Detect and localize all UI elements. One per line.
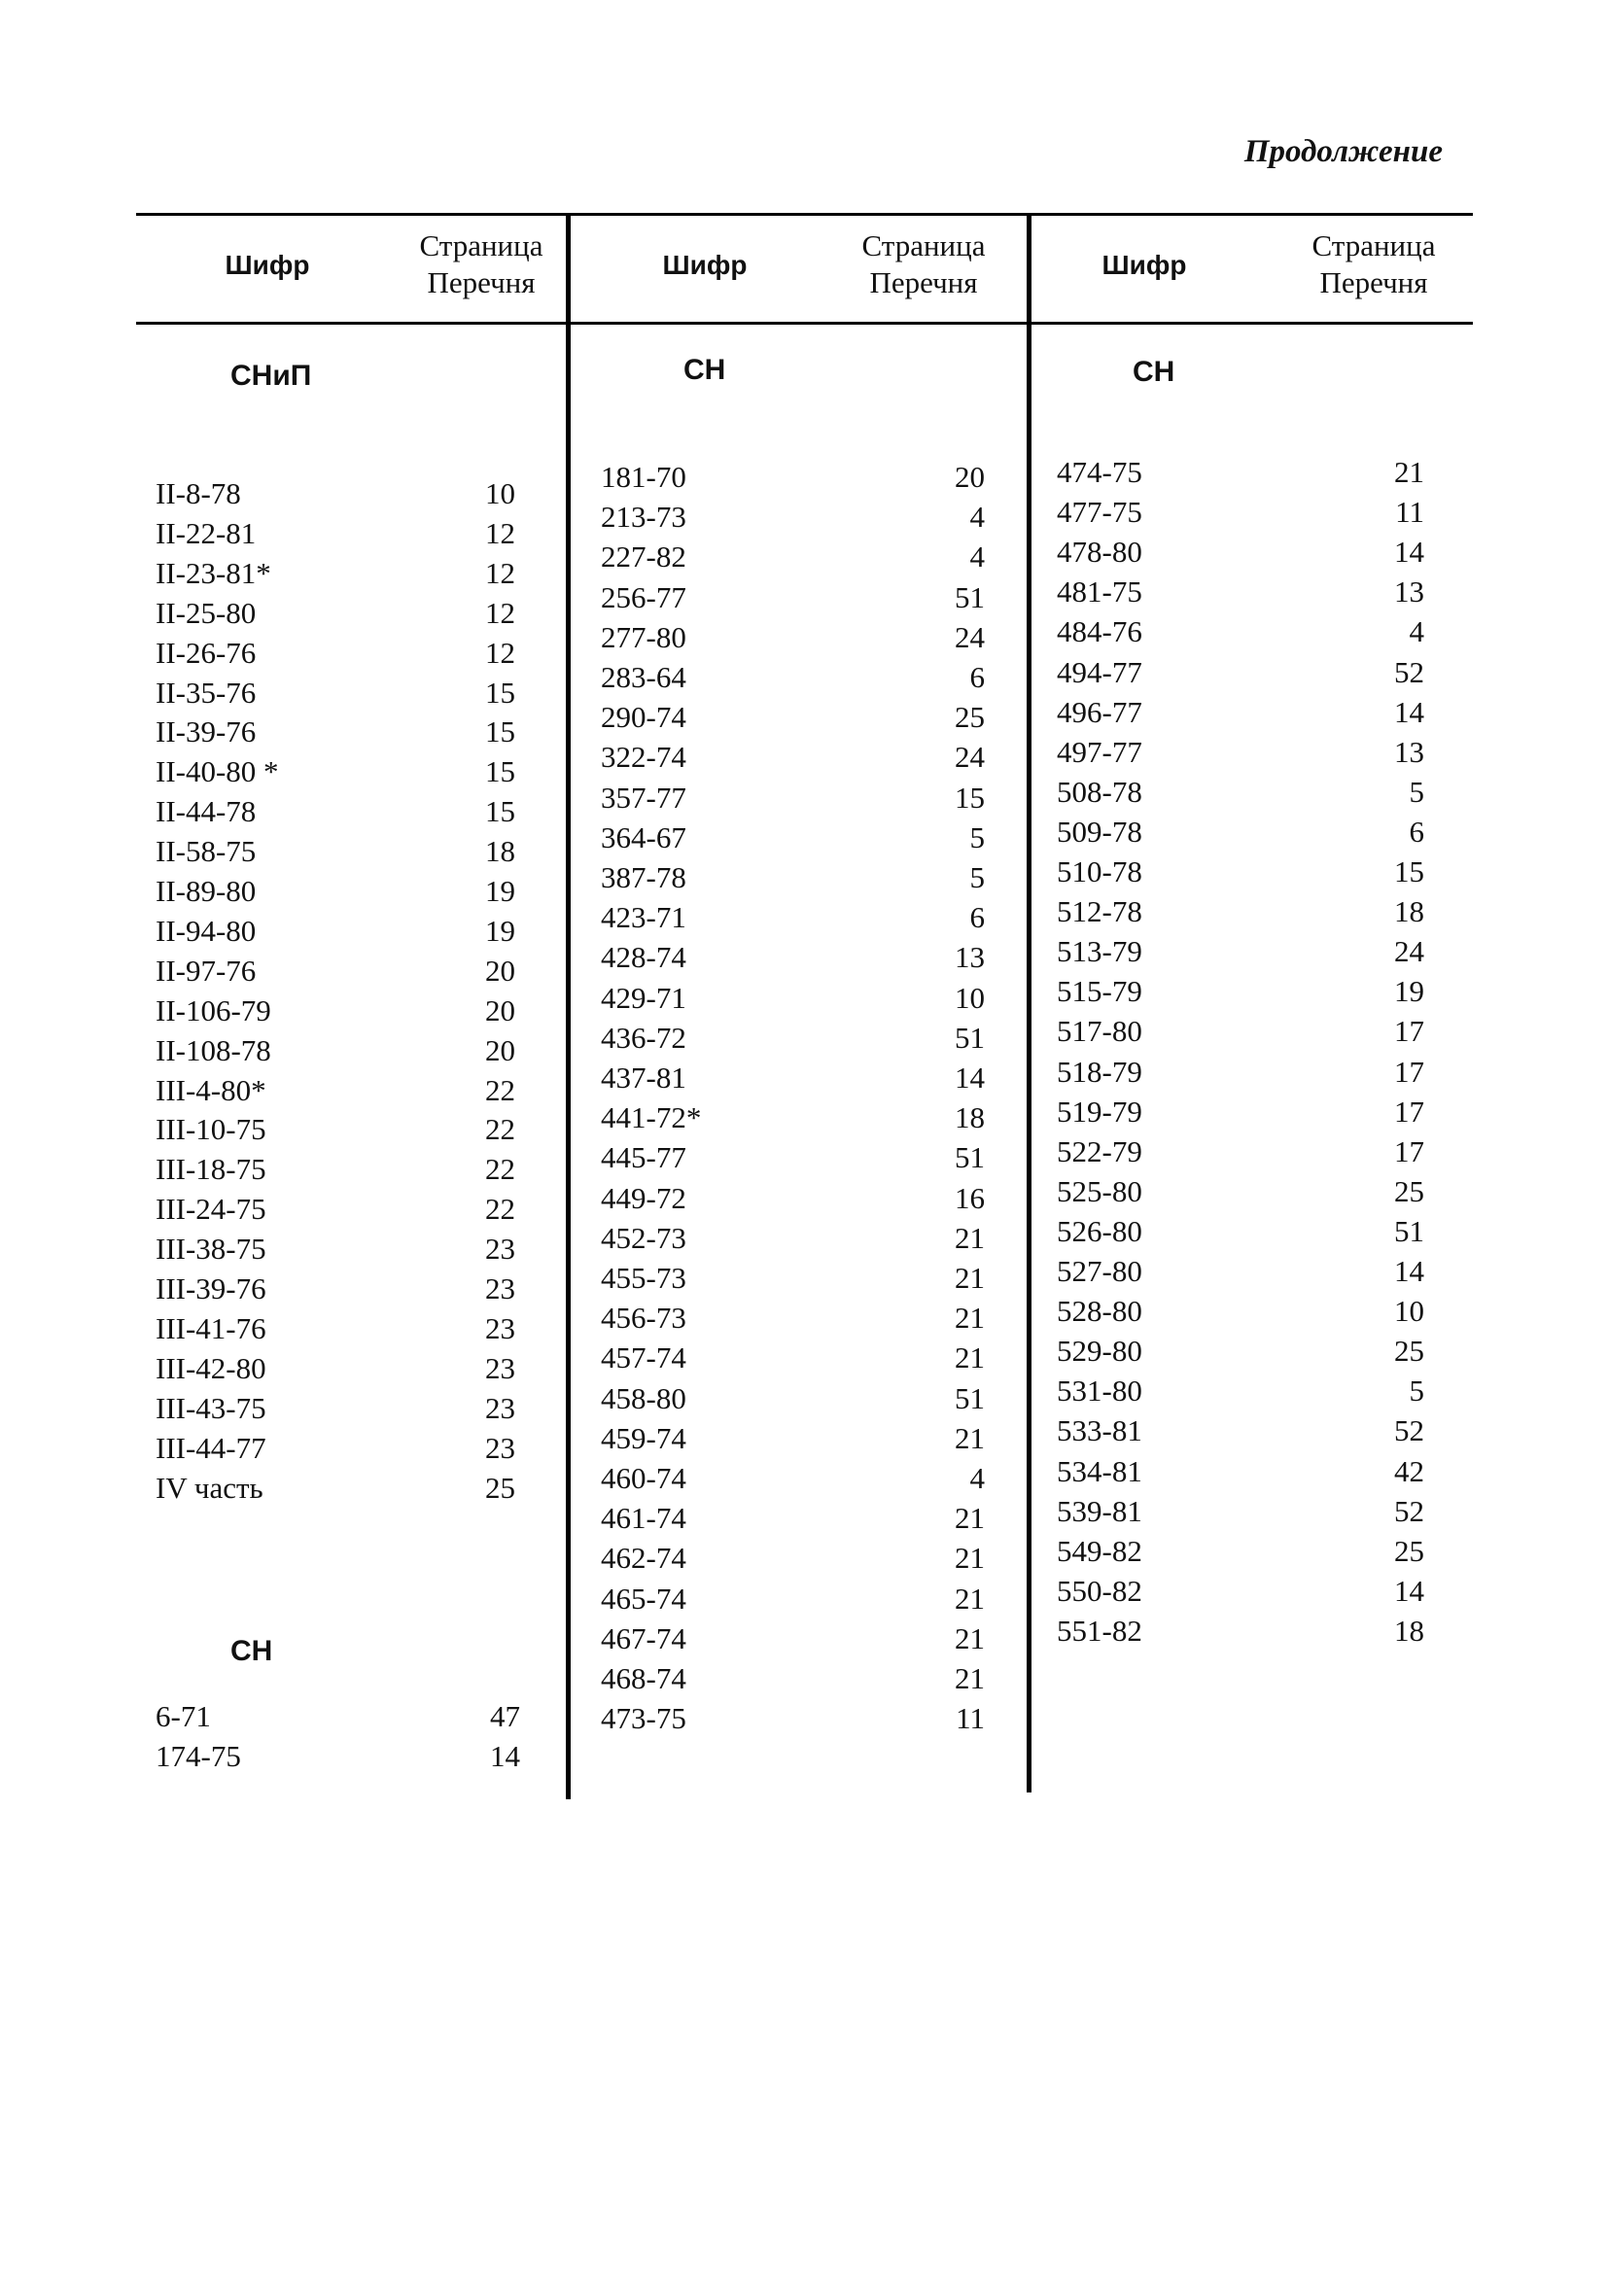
- code-cell: 550-82: [1057, 1573, 1142, 1608]
- section-title-sn-col1: СН: [230, 1635, 273, 1667]
- code-cell: 357-77: [601, 780, 686, 815]
- code-cell: II-44-78: [156, 794, 257, 829]
- table-row: [601, 538, 985, 576]
- code-cell: 452-73: [601, 1220, 686, 1255]
- code-cell: 525-80: [1057, 1173, 1142, 1208]
- table-row: [1057, 813, 1424, 852]
- header-bottom-rule: [136, 322, 1473, 325]
- page-cell: 24: [955, 740, 985, 775]
- page-cell: 21: [955, 1340, 985, 1375]
- page-cell: 6: [969, 900, 985, 935]
- code-cell: 6-71: [156, 1699, 211, 1733]
- page-cell: 14: [1394, 1573, 1424, 1608]
- table-row: [156, 674, 515, 713]
- code-cell: 484-76: [1057, 614, 1142, 649]
- code-cell: 517-80: [1057, 1014, 1142, 1049]
- code-cell: 468-74: [601, 1661, 686, 1695]
- column-3-rows: [1057, 453, 1424, 1668]
- code-cell: 473-75: [601, 1701, 686, 1736]
- page-cell: 52: [1394, 654, 1424, 689]
- code-cell: 512-78: [1057, 894, 1142, 929]
- code-cell: 364-67: [601, 819, 686, 854]
- table-row: [1057, 1292, 1424, 1331]
- table-row: [1057, 1411, 1424, 1450]
- code-cell: II-108-78: [156, 1032, 271, 1067]
- table-row: [156, 514, 515, 553]
- table-row: [1057, 1093, 1424, 1131]
- table-row: [1057, 1332, 1424, 1371]
- page-cell: 18: [1394, 894, 1424, 929]
- table-row: [1057, 533, 1424, 572]
- code-cell: 526-80: [1057, 1213, 1142, 1248]
- code-cell: 481-75: [1057, 574, 1142, 609]
- code-cell: II-35-76: [156, 675, 257, 710]
- code-cell: 515-79: [1057, 974, 1142, 1009]
- table-row: [156, 752, 515, 791]
- table-row: [156, 1349, 515, 1388]
- table-row: [1057, 1012, 1424, 1051]
- table-row: [601, 938, 985, 977]
- table-row: [156, 1389, 515, 1428]
- page-cell: 12: [485, 595, 515, 630]
- table-row: [1057, 892, 1424, 931]
- page-cell: 6: [1409, 814, 1424, 849]
- code-cell: 387-78: [601, 860, 686, 894]
- page-cell: 13: [1394, 574, 1424, 609]
- section-title-snip: СНиП: [230, 360, 312, 392]
- page-cell: 5: [1409, 774, 1424, 809]
- page-cell: 25: [485, 1470, 515, 1505]
- header-page-line2: Перечня: [869, 265, 978, 299]
- table-row: [1057, 773, 1424, 812]
- code-cell: 227-82: [601, 539, 686, 574]
- code-cell: II-22-81: [156, 515, 257, 550]
- code-cell: 436-72: [601, 1020, 686, 1055]
- table-row: [1057, 1252, 1424, 1291]
- code-cell: 429-71: [601, 980, 686, 1015]
- table-row: [1057, 453, 1424, 492]
- code-cell: 529-80: [1057, 1334, 1142, 1369]
- page-cell: 10: [1394, 1294, 1424, 1329]
- page-cell: 4: [969, 539, 985, 574]
- table-row: [156, 713, 515, 751]
- page-cell: 11: [956, 1701, 985, 1736]
- table-row: [601, 1179, 985, 1218]
- page-cell: 23: [485, 1350, 515, 1385]
- code-cell: 467-74: [601, 1620, 686, 1655]
- table-row: [601, 1619, 985, 1658]
- page-cell: 6: [969, 660, 985, 694]
- page-cell: 15: [485, 714, 515, 749]
- code-cell: III-10-75: [156, 1112, 266, 1147]
- page-cell: 19: [485, 913, 515, 948]
- page-cell: 51: [955, 579, 985, 614]
- table-row: [1057, 1132, 1424, 1171]
- code-cell: 456-73: [601, 1301, 686, 1336]
- table-row: [601, 1459, 985, 1498]
- section-title-sn-col2: СН: [683, 354, 726, 386]
- table-row: [601, 1299, 985, 1338]
- table-row: [156, 792, 515, 831]
- page-cell: 12: [485, 515, 515, 550]
- code-cell: II-106-79: [156, 992, 271, 1027]
- page-cell: 52: [1394, 1413, 1424, 1448]
- page-cell: 14: [955, 1061, 985, 1095]
- page-cell: 51: [955, 1380, 985, 1415]
- code-cell: 465-74: [601, 1581, 686, 1616]
- header-page-line1: Страница: [861, 228, 986, 262]
- table-row: [156, 1737, 520, 1776]
- code-cell: III-42-80: [156, 1350, 266, 1385]
- table-row: [601, 1019, 985, 1058]
- table-row: [1057, 573, 1424, 611]
- page-cell: 20: [485, 992, 515, 1027]
- page-cell: 15: [1394, 854, 1424, 888]
- code-cell: IV часть: [156, 1470, 263, 1505]
- page-cell: 5: [969, 819, 985, 854]
- table-row: [1057, 693, 1424, 732]
- page-cell: 21: [955, 1261, 985, 1295]
- page-cell: 13: [955, 940, 985, 975]
- table-row: [1057, 493, 1424, 532]
- header-code-2: Шифр: [662, 250, 748, 280]
- page-cell: 23: [485, 1310, 515, 1345]
- code-cell: II-39-76: [156, 714, 257, 749]
- code-cell: 513-79: [1057, 934, 1142, 969]
- table-row: [156, 1270, 515, 1308]
- page-cell: 25: [955, 700, 985, 735]
- code-cell: 459-74: [601, 1420, 686, 1455]
- table-row: [156, 554, 515, 593]
- page-cell: 21: [955, 1661, 985, 1695]
- table-row: [156, 1697, 520, 1736]
- page-cell: 23: [485, 1390, 515, 1425]
- page-cell: 18: [955, 1100, 985, 1135]
- code-cell: II-26-76: [156, 635, 257, 670]
- page-cell: 24: [1394, 934, 1424, 969]
- table-row: [156, 1071, 515, 1110]
- table-row: [601, 898, 985, 937]
- page-cell: 15: [485, 794, 515, 829]
- header-page-3: [1291, 227, 1456, 301]
- page-cell: 14: [1394, 535, 1424, 570]
- table-row: [601, 498, 985, 537]
- header-page-line2: Перечня: [427, 265, 536, 299]
- code-cell: III-4-80*: [156, 1072, 266, 1107]
- page-cell: 24: [955, 619, 985, 654]
- page-cell: 51: [955, 1140, 985, 1175]
- page-cell: 17: [1394, 1014, 1424, 1049]
- table-row: [601, 858, 985, 897]
- table-row: [601, 1580, 985, 1618]
- table-row: [1057, 1212, 1424, 1251]
- page-cell: 17: [1394, 1133, 1424, 1168]
- table-row: [601, 979, 985, 1018]
- table-row: [601, 1138, 985, 1177]
- code-cell: II-89-80: [156, 874, 257, 908]
- page-cell: 4: [1409, 614, 1424, 649]
- page-cell: 25: [1394, 1334, 1424, 1369]
- table-row: [156, 474, 515, 513]
- page-cell: 21: [955, 1501, 985, 1536]
- page-cell: 13: [1394, 734, 1424, 769]
- code-cell: 533-81: [1057, 1413, 1142, 1448]
- code-cell: 509-78: [1057, 814, 1142, 849]
- code-cell: II-97-76: [156, 953, 257, 988]
- page-cell: 21: [955, 1220, 985, 1255]
- code-cell: 455-73: [601, 1261, 686, 1295]
- table-row: [601, 1219, 985, 1258]
- code-cell: III-38-75: [156, 1232, 266, 1267]
- code-cell: II-8-78: [156, 476, 241, 510]
- page-cell: 21: [955, 1620, 985, 1655]
- table-row: [1057, 1172, 1424, 1211]
- header-page-line1: Страница: [1311, 228, 1436, 262]
- table-row: [156, 1309, 515, 1348]
- code-cell: 322-74: [601, 740, 686, 775]
- page-cell: 15: [955, 780, 985, 815]
- header-page-2: [841, 227, 1006, 301]
- code-cell: 460-74: [601, 1461, 686, 1495]
- code-cell: 213-73: [601, 500, 686, 535]
- code-cell: 496-77: [1057, 694, 1142, 729]
- page-cell: 51: [955, 1020, 985, 1055]
- table-row: [601, 738, 985, 777]
- code-cell: III-18-75: [156, 1152, 266, 1187]
- page-cell: 17: [1394, 1054, 1424, 1089]
- code-cell: 551-82: [1057, 1613, 1142, 1648]
- code-cell: 290-74: [601, 700, 686, 735]
- page-cell: 20: [955, 460, 985, 494]
- code-cell: 527-80: [1057, 1254, 1142, 1288]
- table-row: [1057, 1452, 1424, 1491]
- page-cell: 4: [969, 1461, 985, 1495]
- code-cell: 449-72: [601, 1180, 686, 1215]
- page-cell: 25: [1394, 1173, 1424, 1208]
- table-row: [601, 818, 985, 857]
- code-cell: 477-75: [1057, 495, 1142, 530]
- page-cell: 47: [490, 1699, 520, 1733]
- table-row: [156, 832, 515, 871]
- table-row: [601, 1699, 985, 1738]
- code-cell: 528-80: [1057, 1294, 1142, 1329]
- code-cell: 531-80: [1057, 1374, 1142, 1409]
- table-row: [601, 698, 985, 737]
- code-cell: 428-74: [601, 940, 686, 975]
- table-row: [156, 991, 515, 1030]
- code-cell: 519-79: [1057, 1094, 1142, 1129]
- table-row: [156, 1110, 515, 1149]
- page-cell: 15: [485, 675, 515, 710]
- table-row: [601, 1539, 985, 1578]
- page-cell: 23: [485, 1430, 515, 1465]
- column-1-sn-rows: [156, 1697, 520, 1785]
- column-1-snip-rows: [156, 474, 515, 1505]
- page-cell: 10: [955, 980, 985, 1015]
- page-cell: 21: [955, 1301, 985, 1336]
- page-cell: 18: [485, 834, 515, 869]
- table-row: [601, 1419, 985, 1458]
- table-row: [1057, 1372, 1424, 1410]
- code-cell: 508-78: [1057, 774, 1142, 809]
- column-divider-2: [1027, 213, 1031, 1792]
- table-row: [1057, 733, 1424, 772]
- page-cell: 51: [1394, 1213, 1424, 1248]
- code-cell: II-23-81*: [156, 555, 271, 590]
- table-top-rule: [136, 213, 1473, 216]
- page-cell: 12: [485, 635, 515, 670]
- column-divider-1: [566, 213, 571, 1799]
- page-cell: 5: [1409, 1374, 1424, 1409]
- code-cell: 522-79: [1057, 1133, 1142, 1168]
- table-row: [1057, 1612, 1424, 1651]
- page-cell: 17: [1394, 1094, 1424, 1129]
- code-cell: 474-75: [1057, 455, 1142, 489]
- table-row: [156, 952, 515, 991]
- page-cell: 12: [485, 555, 515, 590]
- code-cell: 277-80: [601, 619, 686, 654]
- code-cell: 423-71: [601, 900, 686, 935]
- table-row: [1057, 1492, 1424, 1531]
- code-cell: III-24-75: [156, 1192, 266, 1227]
- page-cell: 14: [1394, 1254, 1424, 1288]
- table-row: [601, 618, 985, 657]
- table-row: [156, 872, 515, 911]
- table-row: [601, 1659, 985, 1698]
- code-cell: 256-77: [601, 579, 686, 614]
- code-cell: 497-77: [1057, 734, 1142, 769]
- header-page-1: [399, 227, 564, 301]
- code-cell: 494-77: [1057, 654, 1142, 689]
- table-row: [601, 458, 985, 497]
- code-cell: II-58-75: [156, 834, 257, 869]
- code-cell: 441-72*: [601, 1100, 702, 1135]
- table-row: [156, 1150, 515, 1189]
- page-cell: 21: [955, 1581, 985, 1616]
- table-row: [601, 1259, 985, 1298]
- page-cell: 21: [955, 1541, 985, 1576]
- code-cell: III-44-77: [156, 1430, 266, 1465]
- page-cell: 4: [969, 500, 985, 535]
- table-row: [156, 1469, 515, 1508]
- code-cell: 181-70: [601, 460, 686, 494]
- code-cell: 461-74: [601, 1501, 686, 1536]
- code-cell: 283-64: [601, 660, 686, 694]
- table-row: [601, 1499, 985, 1538]
- code-cell: II-25-80: [156, 595, 257, 630]
- table-row: [1057, 932, 1424, 971]
- table-row: [1057, 1053, 1424, 1092]
- table-row: [601, 1339, 985, 1377]
- code-cell: II-40-80 *: [156, 754, 279, 789]
- code-cell: 437-81: [601, 1061, 686, 1095]
- page-cell: 22: [485, 1192, 515, 1227]
- table-row: [1057, 972, 1424, 1011]
- code-cell: 539-81: [1057, 1493, 1142, 1528]
- page-cell: 21: [955, 1420, 985, 1455]
- table-row: [601, 1098, 985, 1137]
- column-2-rows: [601, 458, 985, 1741]
- table-row: [601, 658, 985, 697]
- code-cell: 510-78: [1057, 854, 1142, 888]
- page-cell: 16: [955, 1180, 985, 1215]
- page-cell: 22: [485, 1112, 515, 1147]
- page-cell: 18: [1394, 1613, 1424, 1648]
- code-cell: III-41-76: [156, 1310, 266, 1345]
- code-cell: III-43-75: [156, 1390, 266, 1425]
- page-cell: 23: [485, 1271, 515, 1305]
- table-row: [156, 912, 515, 951]
- page-cell: 52: [1394, 1493, 1424, 1528]
- code-cell: 457-74: [601, 1340, 686, 1375]
- page-cell: 20: [485, 1032, 515, 1067]
- table-row: [1057, 852, 1424, 891]
- header-page-line2: Перечня: [1319, 265, 1428, 299]
- code-cell: 549-82: [1057, 1533, 1142, 1568]
- table-row: [601, 779, 985, 818]
- table-row: [1057, 1532, 1424, 1571]
- page-cell: 22: [485, 1072, 515, 1107]
- page-cell: 23: [485, 1232, 515, 1267]
- table-row: [601, 578, 985, 617]
- table-row: [156, 594, 515, 633]
- continued-label: Продолжение: [1243, 134, 1443, 169]
- page-cell: 10: [485, 476, 515, 510]
- code-cell: II-94-80: [156, 913, 257, 948]
- page-cell: 19: [1394, 974, 1424, 1009]
- table-row: [1057, 612, 1424, 651]
- page-cell: 19: [485, 874, 515, 908]
- header-code-1: Шифр: [225, 250, 310, 280]
- page-cell: 11: [1395, 495, 1424, 530]
- code-cell: 534-81: [1057, 1453, 1142, 1488]
- page-cell: 42: [1394, 1453, 1424, 1488]
- header-code-3: Шифр: [1101, 250, 1187, 280]
- table-row: [601, 1059, 985, 1097]
- header-page-line1: Страница: [419, 228, 543, 262]
- code-cell: 462-74: [601, 1541, 686, 1576]
- table-row: [1057, 1572, 1424, 1611]
- table-row: [601, 1379, 985, 1418]
- code-cell: III-39-76: [156, 1271, 266, 1305]
- page-cell: 15: [485, 754, 515, 789]
- page-cell: 14: [490, 1739, 520, 1773]
- code-cell: 478-80: [1057, 535, 1142, 570]
- section-title-sn-col3: СН: [1133, 356, 1175, 388]
- page-cell: 22: [485, 1152, 515, 1187]
- code-cell: 174-75: [156, 1739, 241, 1773]
- code-cell: 518-79: [1057, 1054, 1142, 1089]
- table-row: [156, 1190, 515, 1229]
- page-cell: 25: [1394, 1533, 1424, 1568]
- page-cell: 5: [969, 860, 985, 894]
- code-cell: 458-80: [601, 1380, 686, 1415]
- code-cell: 445-77: [601, 1140, 686, 1175]
- table-row: [1057, 653, 1424, 692]
- table-row: [156, 634, 515, 673]
- page-cell: 14: [1394, 694, 1424, 729]
- table-row: [156, 1429, 515, 1468]
- table-row: [156, 1230, 515, 1269]
- page-cell: 21: [1394, 455, 1424, 489]
- table-row: [156, 1031, 515, 1070]
- page-cell: 20: [485, 953, 515, 988]
